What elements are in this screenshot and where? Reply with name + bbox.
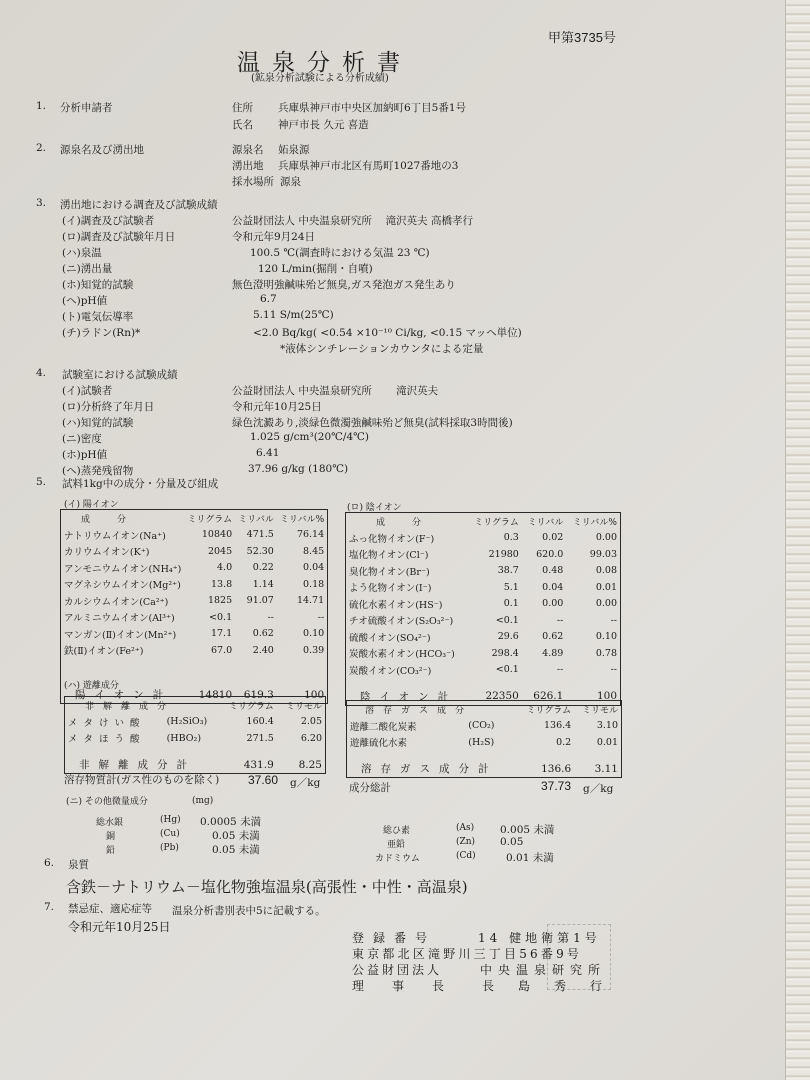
trace-right-1-name: 亜鉛 (387, 840, 406, 850)
cell: 4.89 (542, 647, 564, 659)
section1-value-0: 兵庫県神戸市中央区加納町6丁目5番1号 (278, 102, 467, 114)
cell: 鉄(Ⅱ)イオン(Fe²⁺) (64, 646, 144, 658)
official-seal (547, 924, 611, 990)
cell: 13.8 (210, 578, 233, 590)
spring-quality: 含鉄－ナトリウム－塩化物強塩温泉(高張性・中性・高温泉) (66, 878, 468, 896)
cell: 8.25 (298, 758, 322, 771)
non-ionized-header-row (65, 697, 326, 714)
cations-title: (イ) 陽イオン (64, 500, 119, 510)
table-row (346, 662, 621, 679)
cell: 炭酸水素イオン(HCO₃⁻) (349, 649, 455, 661)
cell: 0.08 (595, 565, 617, 577)
cell: アンモニウムイオン(NH₄⁺) (64, 563, 182, 575)
table-row (346, 629, 621, 646)
section3-key-2: (ハ)泉温 (62, 247, 102, 259)
section3-label: 湧出地における調査及び試験成績 (60, 199, 218, 211)
table-row (65, 714, 326, 731)
section2-value-2: 源泉 (280, 176, 301, 188)
cell: 298.4 (491, 647, 519, 659)
table-row (346, 530, 621, 547)
table-row (347, 718, 622, 735)
cell: -- (267, 611, 274, 623)
header-mmol: ミリモル (581, 705, 618, 716)
trace-right-0-symbol: (As) (456, 823, 475, 833)
cell: 8.45 (303, 545, 325, 557)
cell: 6.20 (300, 732, 322, 744)
table-row (61, 576, 328, 593)
trace-title: (ニ) その他微量成分 (66, 797, 148, 807)
cell: 76.14 (296, 529, 325, 541)
section3-value-7: <2.0 Bq/kg( <0.54 ×10⁻¹⁰ Ci/kg, <0.15 マッヘ単位) (253, 327, 522, 339)
cell: マグネシウムイオン(Mg²⁺) (64, 580, 181, 592)
trace-left-0-value: 0.0005 未満 (200, 816, 262, 828)
table-row (346, 612, 621, 629)
document-subtitle: (鉱泉分析試験による分析成績) (251, 73, 389, 84)
document-title: 温泉分析書 (237, 50, 412, 76)
cell: 2.05 (300, 716, 322, 728)
header-mval: ミリバル (527, 517, 564, 528)
cell: 160.4 (246, 716, 274, 728)
anions-title: (ロ) 陰イオン (347, 503, 402, 513)
trace-left-2-symbol: (Pb) (160, 843, 179, 853)
table-row (61, 642, 328, 659)
cell: 4.0 (217, 562, 233, 574)
cell: メタけい酸 (68, 717, 146, 729)
document-number: 甲第3735号 (548, 30, 616, 45)
trace-left-1-value: 0.05 未満 (212, 830, 260, 842)
cell: マンガン(Ⅱ)イオン(Mn²⁺) (64, 629, 177, 641)
section3-key-4: (ホ)知覚的試験 (62, 279, 134, 291)
section1-key-0: 住所 (232, 102, 253, 114)
section3-value-4: 無色澄明強鹹味殆ど無臭,ガス発泡ガス発生あり (232, 279, 456, 291)
cell: 100 (596, 690, 617, 703)
cell: 17.1 (210, 628, 233, 640)
cell: 2.40 (252, 644, 274, 656)
cell: -- (610, 614, 617, 626)
cell: 0.01 (596, 736, 618, 748)
dissolved-total-unit: g／kg (290, 777, 321, 789)
header-mval-pct: ミリバル% (279, 514, 325, 525)
trace-left-2-value: 0.05 未満 (212, 844, 260, 856)
section5-number: 5. (36, 476, 47, 488)
cell: 硫化水素イオン(HS⁻) (349, 599, 443, 611)
header-component: 非解離成分 (85, 701, 176, 712)
issuer-title: 理事長 (352, 979, 473, 993)
trace-right-0-value: 0.005 未満 (500, 824, 555, 836)
cell: 0.3 (503, 532, 519, 544)
trace-left-0-name: 総水銀 (96, 818, 124, 828)
section1-key-1: 氏名 (232, 119, 253, 131)
cell: 620.0 (536, 548, 564, 560)
cell: 431.9 (243, 758, 274, 771)
cell: よう化物イオン(I⁻) (349, 583, 432, 595)
header-mg: ミリグラム (229, 701, 274, 712)
header-component: 成 分 (376, 517, 431, 528)
grand-total-label: 成分総計 (349, 782, 391, 794)
grand-total-unit: g／kg (583, 783, 614, 795)
dissolved-total-value: 37.60 (248, 773, 279, 787)
section6-number: 6. (44, 857, 55, 869)
cell: 52.30 (246, 545, 274, 557)
section4-key-1: (ロ)分析終了年月日 (62, 401, 155, 413)
cell: 100 (304, 688, 325, 701)
cell: メタほう酸 (68, 734, 146, 746)
trace-right-1-symbol: (Zn) (456, 837, 476, 847)
cell: 臭化物イオン(Br⁻) (349, 566, 430, 578)
trace-right-1-value: 0.05 (500, 836, 524, 848)
section4-label: 試験室における試験成績 (62, 369, 178, 381)
cell: 溶存ガス成分計 (361, 763, 498, 776)
cell: 炭酸イオン(CO₃²⁻) (349, 665, 432, 677)
non-ionized-total-row (65, 747, 326, 774)
cell: 0.62 (252, 628, 274, 640)
table-row (61, 560, 328, 577)
cell: 0.00 (595, 532, 617, 544)
cell: -- (556, 664, 564, 676)
section7-label: 禁忌症、適応症等 (68, 903, 152, 915)
cell: 67.0 (210, 644, 233, 656)
header-mg: ミリグラム (474, 517, 519, 528)
trace-unit: (mg) (192, 796, 214, 806)
table-row (346, 596, 621, 613)
section4-value-1: 令和元年10月25日 (232, 401, 322, 413)
cell: 遊離硫化水素 (350, 738, 408, 750)
dissolved-total-label: 溶存物質計(ガス性のものを除く) (64, 774, 220, 786)
cell: 136.6 (541, 762, 572, 775)
cell: 0.18 (303, 578, 325, 590)
anions-header-row (346, 513, 621, 530)
header-mg: ミリグラム (187, 514, 233, 525)
cell: 10840 (201, 529, 233, 541)
section4-value-2: 緑色沈澱あり,淡緑色微濁強鹹味殆ど無臭(試料採取3時間後) (232, 417, 513, 429)
section5-label: 試料1kg中の成分・分量及び組成 (62, 478, 219, 490)
cell: <0.1 (495, 664, 519, 676)
table-row (346, 563, 621, 580)
section4-value-0: 公益財団法人 中央温泉研究所 滝沢英夫 (232, 385, 439, 397)
section4-value-5: 37.96 g/kg (180℃) (248, 463, 349, 475)
cell: <0.1 (209, 611, 233, 623)
table-row (61, 527, 328, 544)
cell: 99.03 (589, 548, 617, 560)
section7-value: 温泉分析書別表中5に記載する。 (172, 905, 326, 917)
section2-key-1: 湧出地 (232, 160, 264, 172)
table-row (61, 593, 328, 610)
section4-key-5: (ヘ)蒸発残留物 (62, 465, 134, 477)
cell: 0.22 (252, 562, 274, 574)
cell: アルミニウムイオン(Al³⁺) (64, 613, 175, 625)
section7-number: 7. (44, 901, 55, 913)
cell: カリウムイオン(K⁺) (64, 547, 150, 559)
cell: <0.1 (495, 614, 519, 626)
section2-key-2: 採水場所 (232, 176, 274, 188)
header-mval: ミリバル (238, 514, 274, 525)
cell: 0.62 (542, 631, 564, 643)
section2-number: 2. (36, 142, 47, 154)
cell: チオ硫酸イオン(S₂O₃²⁻) (349, 616, 454, 628)
cell: 0.1 (503, 598, 519, 610)
section4-key-4: (ホ)pH値 (62, 449, 108, 461)
cell: カルシウムイオン(Ca²⁺) (64, 596, 169, 608)
section4-key-3: (ニ)密度 (62, 433, 102, 445)
cell: 91.07 (246, 595, 274, 607)
cell: 5.1 (503, 581, 519, 593)
cell: 22350 (485, 690, 519, 703)
cell: -- (556, 614, 564, 626)
section4-key-0: (イ)試験者 (62, 385, 113, 397)
non-ionized-table (64, 696, 326, 774)
cell: -- (317, 611, 325, 623)
issuer-name: 長島秀行 (482, 979, 627, 993)
section6-label: 泉質 (68, 859, 89, 871)
cell: 1825 (207, 595, 233, 607)
cell: ふっ化物イオン(F⁻) (349, 533, 435, 545)
cell: 1.14 (252, 578, 274, 590)
cell: 619.3 (243, 688, 274, 701)
header-mmol: ミリモル (285, 701, 322, 712)
trace-right-0-name: 総ひ素 (383, 826, 411, 836)
header-mg: ミリグラム (526, 705, 572, 716)
cell: 0.04 (542, 581, 564, 593)
trace-right-2-value: 0.01 未満 (506, 852, 554, 864)
section3-value-5: 6.7 (260, 293, 277, 305)
cell: 626.1 (533, 690, 564, 703)
cell: 3.10 (596, 720, 618, 732)
table-row (346, 645, 621, 662)
section1-label: 分析申請者 (60, 102, 113, 114)
cell: 陰イオン計 (360, 690, 458, 703)
trace-right-2-name: カドミウム (375, 854, 420, 864)
cell: 2045 (207, 545, 233, 557)
table-row (347, 734, 622, 751)
section3-key-6: (ト)電気伝導率 (62, 311, 134, 323)
cell: 0.78 (595, 647, 617, 659)
section4-key-2: (ハ)知覚的試験 (62, 417, 134, 429)
issuer-org-type: 公益財団法人 (352, 963, 443, 977)
trace-right-2-symbol: (Cd) (456, 851, 476, 861)
dissolved-gas-total-row (347, 751, 622, 778)
cell: 0.02 (542, 532, 564, 544)
table-row (61, 626, 328, 643)
cell: 14.71 (296, 595, 325, 607)
table-row (65, 730, 326, 747)
trace-left-0-symbol: (Hg) (160, 815, 181, 825)
header-component: 成 分 (81, 514, 136, 525)
cell: (CO₂) (468, 720, 495, 732)
binder-spiral (785, 0, 810, 1080)
cell: 136.4 (543, 720, 572, 732)
table-row (61, 609, 328, 626)
trace-left-2-name: 鉛 (106, 846, 116, 856)
cell: 471.5 (246, 529, 274, 541)
trace-left-1-symbol: (Cu) (160, 829, 180, 839)
section2-key-0: 源泉名 (232, 144, 264, 156)
section3-value-0: 公益財団法人 中央温泉研究所 滝沢英夫 高橋孝行 (232, 215, 474, 227)
cell: (H₂SiO₃) (166, 716, 208, 728)
cell: 0.04 (303, 562, 325, 574)
non-ionized-title: (ハ) 遊離成分 (64, 681, 119, 691)
grand-total-value: 37.73 (541, 779, 572, 793)
cell: 0.2 (556, 736, 572, 748)
cell: 塩化物イオン(Cl⁻) (349, 550, 429, 562)
cell: 29.6 (497, 631, 519, 643)
section3-key-3: (ニ)湧出量 (62, 263, 113, 275)
registration-label: 登録番号 (352, 931, 437, 945)
section1-value-1: 神戸市長 久元 喜造 (278, 119, 369, 131)
section3-key-5: (ヘ)pH値 (62, 295, 108, 307)
anions-table (345, 512, 621, 706)
cell: 0.01 (595, 581, 617, 593)
table-row (61, 543, 328, 560)
section3-key-7: (チ)ラドン(Rn)* (62, 327, 141, 339)
cell: 0.00 (542, 598, 564, 610)
section3-note: *液体シンチレーションカウンタによる定量 (280, 343, 484, 355)
cell: 21980 (488, 548, 519, 560)
cell: 14810 (198, 688, 233, 701)
issuer-address: 東京都北区滝野川三丁目56番9号 (352, 947, 583, 961)
cell: 遊離二酸化炭素 (350, 721, 417, 733)
section3-value-1: 令和元年9月24日 (232, 231, 316, 243)
cell: 陽イオン計 (75, 689, 173, 702)
cell: 38.7 (497, 565, 519, 577)
section4-value-4: 6.41 (256, 447, 280, 459)
dissolved-gas-header-row (347, 701, 622, 718)
cell: (HBO₂) (166, 732, 202, 744)
trace-left-1-name: 銅 (106, 832, 116, 842)
section3-value-3: 120 L/min(掘削・自噴) (258, 263, 373, 275)
table-row (346, 546, 621, 563)
dissolved-gas-table (346, 700, 622, 778)
cell: 0.48 (542, 565, 564, 577)
cell: 0.10 (303, 628, 325, 640)
cell: 0.00 (595, 598, 617, 610)
cell: 0.39 (303, 644, 325, 656)
cell: (H₂S) (468, 736, 495, 748)
section3-value-6: 5.11 S/m(25℃) (253, 309, 334, 321)
section4-number: 4. (36, 367, 47, 379)
section2-value-0: 妬泉源 (278, 144, 310, 156)
section3-number: 3. (36, 197, 47, 209)
cell: ナトリウムイオン(Na⁺) (64, 530, 166, 542)
cell: 3.11 (594, 762, 618, 775)
cell: -- (610, 664, 617, 676)
section2-label: 源泉名及び湧出地 (60, 144, 144, 156)
section3-value-2: 100.5 ℃(調査時における気温 23 ℃) (250, 247, 430, 259)
section4-value-3: 1.025 g/cm³(20℃/4℃) (250, 431, 369, 443)
cations-table (60, 509, 328, 704)
cell: 非解離成分計 (79, 759, 196, 772)
cations-header-row (61, 510, 328, 527)
section2-value-1: 兵庫県神戸市北区有馬町1027番地の3 (278, 160, 459, 172)
cell: 271.5 (246, 732, 274, 744)
issue-date: 令和元年10月25日 (68, 920, 171, 934)
header-mval-pct: ミリバル% (572, 517, 617, 528)
table-row (346, 579, 621, 596)
section3-key-0: (イ)調査及び試験者 (62, 215, 155, 227)
section1-number: 1. (36, 100, 47, 112)
issuer-org-name: 中央温泉研究所 (480, 963, 607, 977)
cell: 硫酸イオン(SO₄²⁻) (349, 632, 431, 644)
cell: 0.10 (595, 631, 617, 643)
section3-key-1: (ロ)調査及び試験年月日 (62, 231, 176, 243)
registration-number: 14 健地衛第1号 (478, 931, 601, 945)
header-component: 溶存ガス成分 (365, 705, 474, 716)
